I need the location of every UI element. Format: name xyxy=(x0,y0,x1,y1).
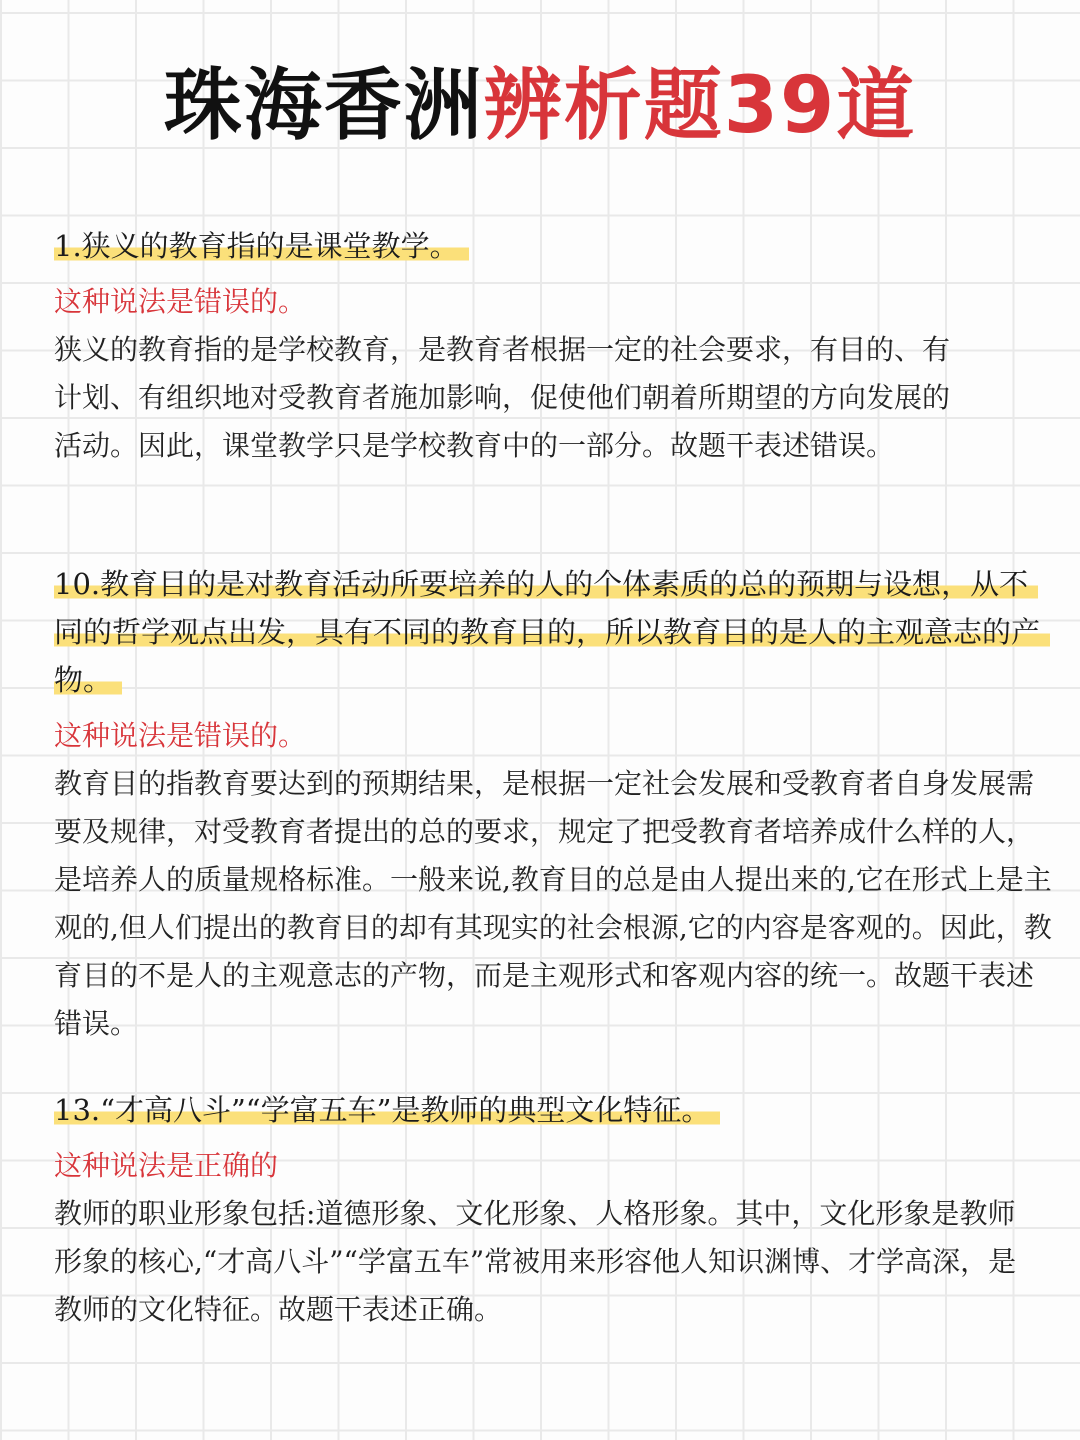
verdict-text: 这种说法是正确的 xyxy=(54,1149,279,1182)
question-text xyxy=(54,560,1054,704)
explanation-text: 教师的职业形象包括:道德形象、文化形象、人格形象。其中，文化形象是教师形象的核心,“才高八斗”“学富五车”常被用来形容他人知识渊博、才学高深，是教师的文化特征。故题干表述正确。 xyxy=(54,1197,1017,1326)
question-block-13 xyxy=(54,1086,1034,1334)
question-text xyxy=(54,1086,1034,1134)
question-block-10 xyxy=(54,560,1054,1048)
question-highlight: 10.教育目的是对教育活动所要培养的人的个体素质的总的预期与设想，从不同的哲学观点出发，具有不同的教育目的，所以教育目的是人的主观意志的产物。 xyxy=(54,567,1050,697)
question-block-1 xyxy=(54,222,964,470)
question-highlight: 1.狭义的教育指的是课堂教学。 xyxy=(54,229,469,263)
question-highlight: 13.“才高八斗”“学富五车”是教师的典型文化特征。 xyxy=(54,1093,720,1127)
verdict-text: 这种说法是错误的。 xyxy=(54,285,307,318)
explanation-text: 狭义的教育指的是学校教育，是教育者根据一定的社会要求，有目的、有计划、有组织地对受教育者施加影响，促使他们朝着所期望的方向发展的活动。因此，课堂教学只是学校教育中的一部分。故题干表述错误。 xyxy=(54,333,951,462)
page-title xyxy=(0,58,1080,154)
verdict-text: 这种说法是错误的。 xyxy=(54,719,307,752)
question-text xyxy=(54,222,964,270)
title-red-part: 辨析题39道 xyxy=(483,61,917,151)
explanation-text: 教育目的指教育要达到的预期结果，是根据一定社会发展和受教育者自身发展需要及规律，对受教育者提出的总的要求，规定了把受教育者培养成什么样的人，是培养人的质量规格标准。一般来说,教育目的总是由人提出来的,它在形式上是主观的,但人们提出的教育目的却有其现实的社会根源,它的内容是客观的。因此，教育目的不是人的主观意志的产物，而是主观形式和客观内容的统一。故题干表述错误。 xyxy=(54,767,1052,1040)
title-black-part: 珠海香洲 xyxy=(163,61,484,151)
